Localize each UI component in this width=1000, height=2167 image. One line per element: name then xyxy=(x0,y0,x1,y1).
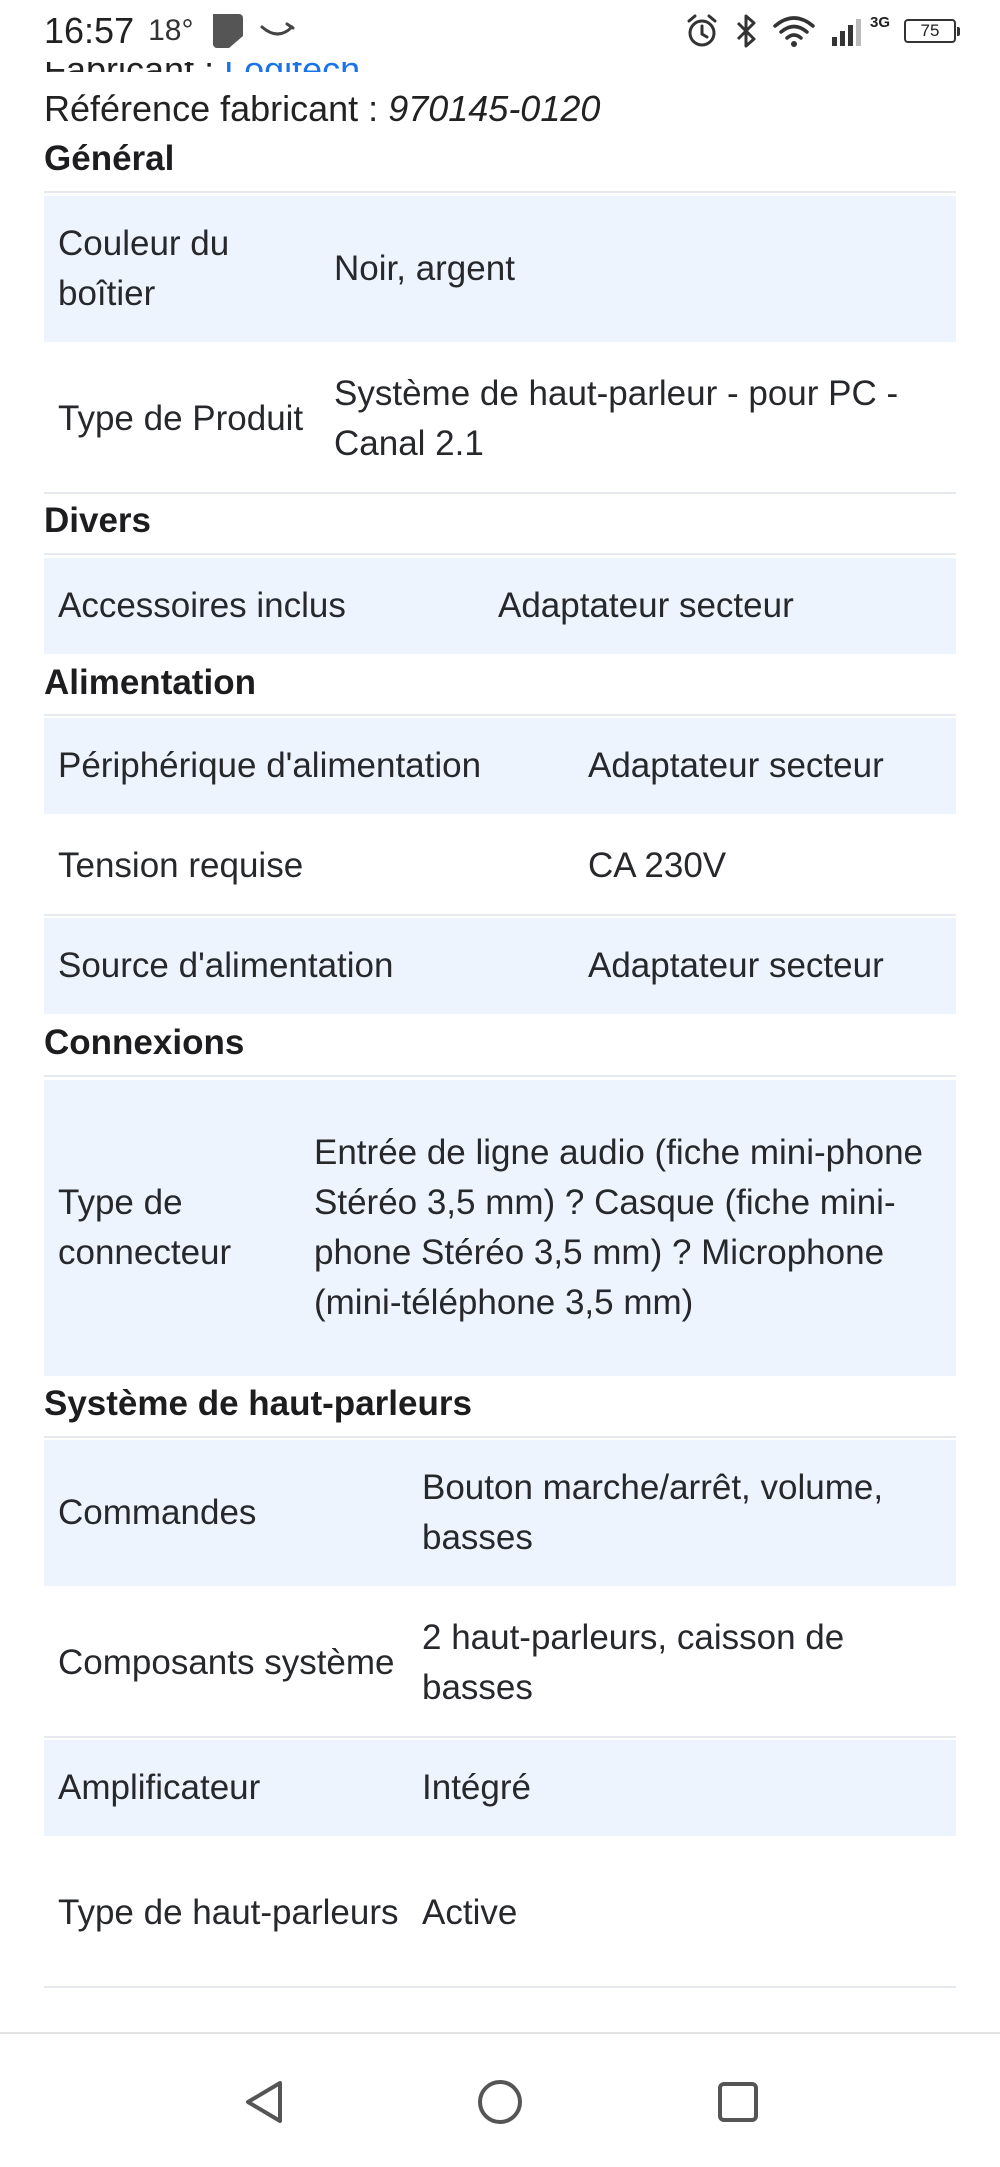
row-label: Composants système xyxy=(58,1643,395,1682)
table-row xyxy=(44,818,956,914)
table-row xyxy=(44,558,956,654)
network-type: 3G xyxy=(869,13,890,31)
table-row xyxy=(44,1840,956,1986)
row-label: Accessoires inclus xyxy=(58,586,346,625)
status-temperature: 18° xyxy=(148,14,194,47)
row-label: Type de Produit xyxy=(58,399,304,438)
row-label: Type de connecteur xyxy=(58,1183,232,1272)
row-value: Noir, argent xyxy=(334,249,515,288)
row-value: 2 haut-parleurs, caisson de basses xyxy=(422,1618,845,1707)
row-value: CA 230V xyxy=(588,846,727,885)
table-row xyxy=(44,918,956,1014)
battery-level: 75 xyxy=(920,21,940,40)
section-title-general: Général xyxy=(44,139,175,178)
recents-icon[interactable] xyxy=(712,2076,764,2128)
row-label: Source d'alimentation xyxy=(58,946,394,985)
section-title-speakers: Système de haut-parleurs xyxy=(44,1384,472,1423)
media-icon xyxy=(259,21,297,41)
row-value: Entrée de ligne audio (fiche mini-phone Stéréo 3,5 mm) ? Casque (fiche mini-phone Stéréo 3,5 mm) ? Microphone (mini-téléphone 3,5 mm) xyxy=(314,1133,923,1322)
row-label: Type de haut-parleurs xyxy=(58,1893,399,1932)
row-value: Active xyxy=(422,1893,518,1932)
row-value: Adaptateur secteur xyxy=(588,746,884,785)
table-row xyxy=(44,346,956,492)
back-icon[interactable] xyxy=(238,2076,290,2128)
section-divider xyxy=(44,1075,956,1077)
row-label: Couleur du boîtier xyxy=(58,224,230,313)
row-label: Périphérique d'alimentation xyxy=(58,746,482,785)
reference-line xyxy=(44,88,600,130)
table-row xyxy=(44,1080,956,1376)
weather-icon xyxy=(207,12,245,50)
bluetooth-icon xyxy=(734,13,758,49)
row-divider xyxy=(44,914,956,916)
home-icon[interactable] xyxy=(474,2076,526,2128)
row-divider xyxy=(44,1986,956,1988)
reference-label: Référence fabricant : xyxy=(44,88,389,129)
table-row xyxy=(44,1740,956,1836)
signal-icon xyxy=(830,15,866,47)
row-value: Adaptateur secteur xyxy=(498,586,794,625)
section-divider xyxy=(44,1436,956,1438)
table-row xyxy=(44,718,956,814)
alarm-icon xyxy=(684,13,720,49)
battery-icon xyxy=(904,19,956,43)
row-divider xyxy=(44,492,956,494)
reference-value: 970145-0120 xyxy=(388,88,601,129)
table-row xyxy=(44,1440,956,1586)
section-title-alimentation: Alimentation xyxy=(44,663,256,702)
navigation-bar xyxy=(0,2032,1000,2167)
row-divider xyxy=(44,1736,956,1738)
row-value: Adaptateur secteur xyxy=(588,946,884,985)
section-title-divers: Divers xyxy=(44,501,152,540)
status-bar xyxy=(0,0,1000,62)
section-divider xyxy=(44,191,956,193)
table-row xyxy=(44,196,956,342)
table-row xyxy=(44,1590,956,1736)
row-label: Commandes xyxy=(58,1493,257,1532)
row-value: Intégré xyxy=(422,1768,531,1807)
row-value: Bouton marche/arrêt, volume, basses xyxy=(422,1468,884,1557)
section-divider xyxy=(44,714,956,716)
row-label: Tension requise xyxy=(58,846,304,885)
section-divider xyxy=(44,553,956,555)
row-label: Amplificateur xyxy=(58,1768,261,1807)
status-time: 16:57 xyxy=(44,10,135,51)
row-value: Système de haut-parleur - pour PC - Canal 2.1 xyxy=(334,374,899,463)
section-title-connexions: Connexions xyxy=(44,1023,245,1062)
wifi-icon xyxy=(772,14,816,48)
